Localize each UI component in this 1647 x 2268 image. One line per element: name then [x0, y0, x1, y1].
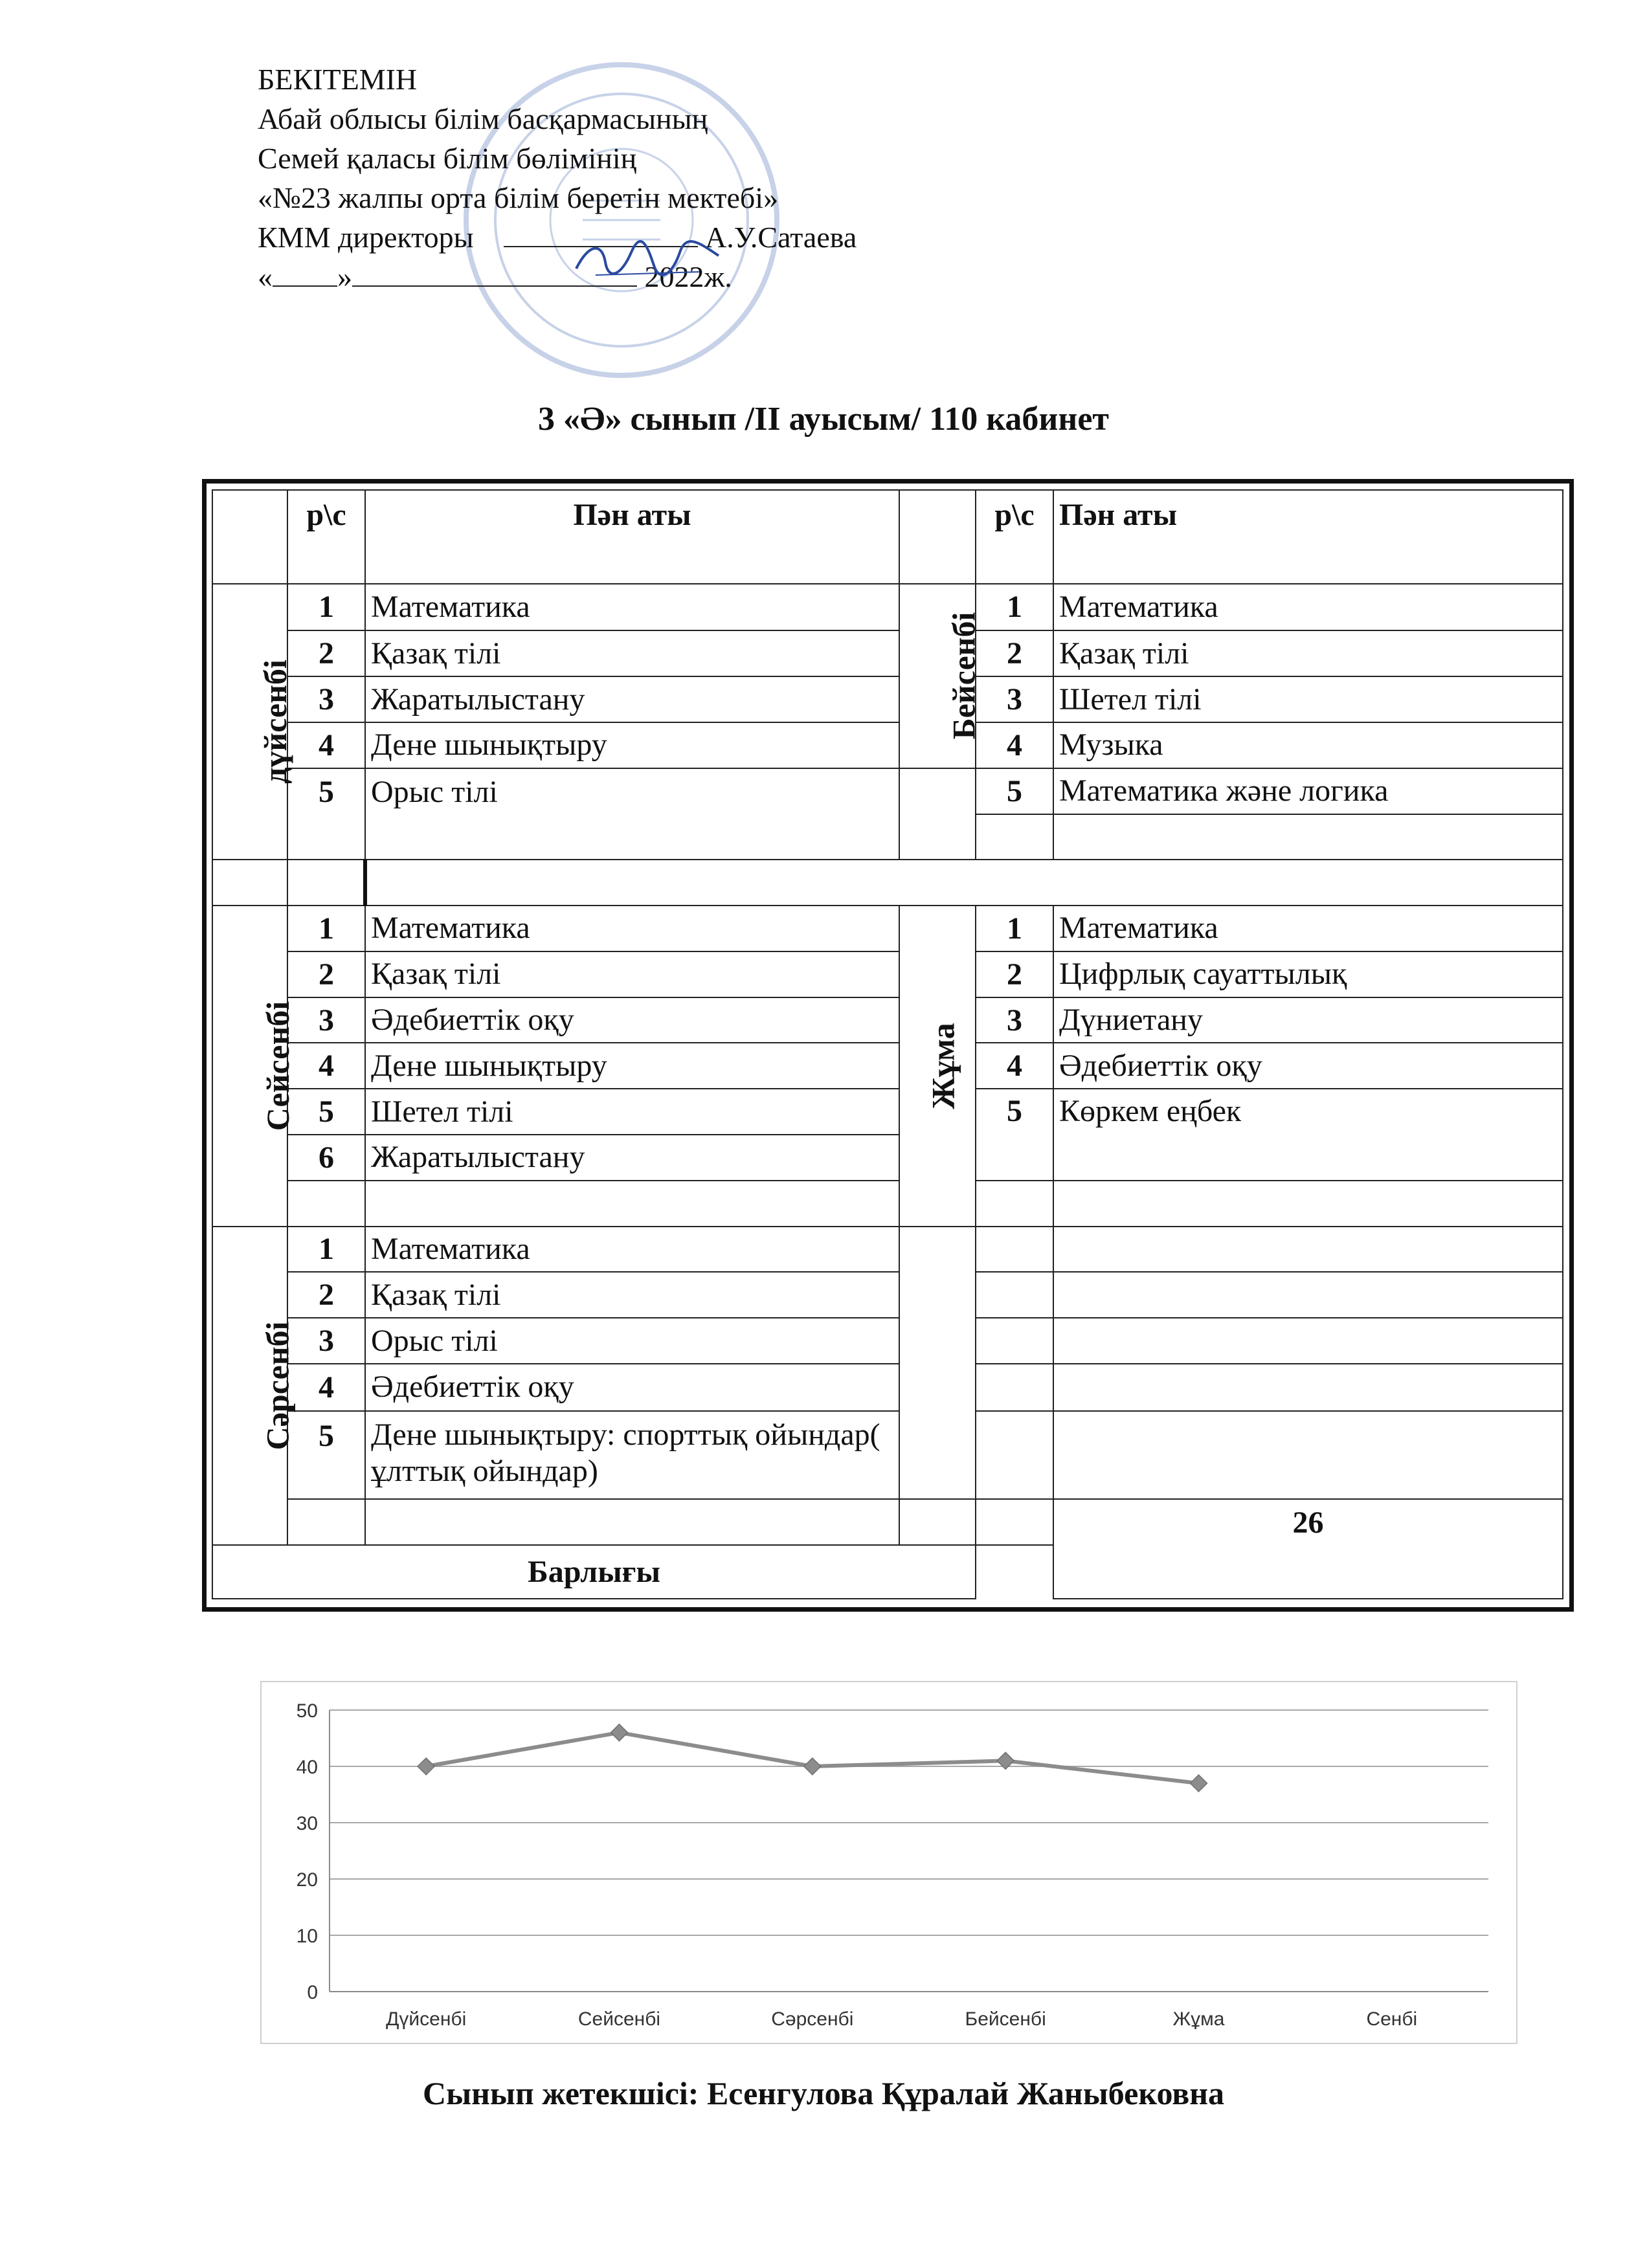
lesson-num: 4: [287, 722, 365, 768]
approval-heading: БЕКІТЕМІН: [258, 63, 418, 96]
empty-cell: [1053, 1318, 1563, 1364]
empty-cell: [899, 768, 976, 860]
y-tick-label: 30: [296, 1813, 318, 1834]
lesson-num: 4: [976, 722, 1053, 768]
lesson-num: 1: [287, 1227, 365, 1273]
total-label: Барлығы: [212, 1545, 976, 1599]
data-point-marker: [804, 1758, 821, 1775]
approval-dept-line: Семей қаласы білім бөлімінің: [258, 142, 637, 175]
director-title: КММ директоры: [258, 221, 474, 254]
empty-cell: [976, 1499, 1053, 1545]
empty-cell: [899, 1227, 976, 1500]
empty-cell: [976, 1411, 1053, 1500]
empty-cell: [365, 1499, 899, 1545]
header-day-cell-right: [899, 490, 976, 584]
approval-org-line: Абай облысы білім басқармасының: [258, 102, 708, 135]
empty-cell: [899, 1499, 976, 1545]
lesson-subject: Қазақ тілі: [365, 1272, 899, 1318]
lesson-subject: Математика және логика: [1053, 768, 1563, 814]
table-row: [212, 676, 1563, 722]
chart-x-tick-labels: [386, 2008, 1417, 2030]
table-row: [212, 584, 1563, 631]
table-header-row: [212, 490, 1563, 584]
empty-cell: [976, 1181, 1053, 1227]
lesson-num: 1: [976, 584, 1053, 631]
total-hours-value: 26: [1053, 1499, 1563, 1599]
empty-cell: [287, 860, 365, 906]
table-row: [212, 1411, 1563, 1500]
x-tick-label: Дүйсенбі: [386, 2008, 467, 2030]
y-tick-label: 10: [296, 1926, 318, 1947]
empty-cell: [1053, 1181, 1563, 1227]
empty-cell: [976, 814, 1053, 860]
table-row: [212, 1272, 1563, 1318]
lesson-num: 5: [287, 1089, 365, 1135]
day-label-monday: дүйсенбі: [212, 584, 287, 860]
lesson-num: 5: [976, 1089, 1053, 1181]
table-row: [212, 1364, 1563, 1411]
empty-cell: [1053, 1272, 1563, 1318]
x-tick-label: Сейсенбі: [577, 2008, 661, 2030]
lesson-subject: Әдебиеттік оқу: [1053, 1043, 1563, 1089]
date-year: 2022ж.: [644, 260, 732, 293]
empty-cell: [287, 1181, 365, 1227]
lesson-subject: Дене шынықтыру: спорттық ойындар( ұлттық ойындар): [365, 1411, 899, 1500]
table-row: [212, 1089, 1563, 1135]
date-close-quote: »: [337, 260, 352, 293]
chart-y-tick-labels: [297, 1700, 318, 2003]
x-tick-label: Жұма: [1172, 2008, 1225, 2030]
lesson-num: 3: [287, 676, 365, 722]
lesson-num: 4: [287, 1043, 365, 1089]
lesson-num: 2: [287, 1272, 365, 1318]
lesson-num: 3: [287, 1318, 365, 1364]
lesson-subject: Шетел тілі: [365, 1089, 899, 1135]
lesson-num: 4: [976, 1043, 1053, 1089]
data-point-marker: [1191, 1775, 1207, 1792]
table-row: [212, 951, 1563, 997]
approval-date-line: [258, 257, 857, 296]
y-tick-label: 0: [307, 1982, 318, 2003]
header-num-left: р\с: [287, 490, 365, 584]
lesson-subject: Математика: [1053, 906, 1563, 951]
lesson-num: 1: [287, 584, 365, 631]
y-tick-label: 50: [296, 1700, 318, 1722]
weekly-load-line-chart: [260, 1681, 1518, 2044]
table-row: [212, 906, 1563, 951]
table-row: [212, 1499, 1563, 1545]
date-day-blank: [273, 260, 337, 287]
lesson-num: 1: [287, 906, 365, 951]
chart-series: [418, 1724, 1207, 1792]
day-label-thursday: Бейсенбі: [899, 584, 976, 768]
table-row: [212, 1227, 1563, 1273]
lesson-subject: Көркем еңбек: [1053, 1089, 1563, 1181]
lesson-num: 5: [287, 768, 365, 860]
empty-cell: [976, 1272, 1053, 1318]
header-num-right: р\с: [976, 490, 1053, 584]
data-point-marker: [611, 1724, 628, 1741]
table-row: [212, 1318, 1563, 1364]
table-row: [212, 1043, 1563, 1089]
y-tick-label: 40: [296, 1757, 318, 1778]
empty-cell: [1053, 1227, 1563, 1273]
lesson-subject: Қазақ тілі: [1053, 630, 1563, 676]
lesson-subject: Цифрлық сауаттылық: [1053, 951, 1563, 997]
lesson-num: 2: [287, 951, 365, 997]
lesson-subject: Математика: [365, 1227, 899, 1273]
empty-cell: [976, 1364, 1053, 1411]
empty-cell: [212, 860, 287, 906]
lesson-subject: Математика: [365, 584, 899, 631]
lesson-subject: Шетел тілі: [1053, 676, 1563, 722]
day-label-tuesday: Сейсенбі: [212, 906, 287, 1226]
timetable: [212, 489, 1563, 1599]
lesson-subject: Әдебиеттік оқу: [365, 1364, 899, 1411]
empty-cell: [976, 1318, 1053, 1364]
header-subject-left: Пән аты: [365, 490, 899, 584]
director-name: А.У.Сатаева: [705, 221, 857, 254]
page-title: 3 «Ә» сынып /ІІ ауысым/ 110 кабинет: [538, 401, 1109, 438]
table-row: [212, 630, 1563, 676]
lesson-subject: Дене шынықтыру: [365, 1043, 899, 1089]
approval-director-line: [258, 217, 857, 257]
table-row: [212, 997, 1563, 1043]
lesson-num: 2: [976, 951, 1053, 997]
data-point-marker: [418, 1758, 434, 1775]
lesson-subject: Қазақ тілі: [365, 630, 899, 676]
lesson-num: 3: [976, 997, 1053, 1043]
empty-cell: [1053, 1364, 1563, 1411]
table-row: [212, 1181, 1563, 1227]
lesson-subject: Математика: [1053, 584, 1563, 631]
empty-cell: [1053, 1411, 1563, 1500]
x-tick-label: Сенбі: [1366, 2008, 1418, 2030]
lesson-num: 3: [976, 676, 1053, 722]
day-label-wednesday: Сәрсенбі: [212, 1227, 287, 1545]
lesson-subject: Математика: [365, 906, 899, 951]
lesson-num: 2: [976, 630, 1053, 676]
empty-cell: [365, 860, 1563, 906]
lesson-subject: Әдебиеттік оқу: [365, 997, 899, 1043]
table-row: [212, 722, 1563, 768]
table-row: [212, 768, 1563, 814]
lesson-num: 1: [976, 906, 1053, 951]
empty-cell: [365, 1181, 899, 1227]
lesson-num: 4: [287, 1364, 365, 1411]
x-tick-label: Бейсенбі: [965, 2008, 1046, 2030]
approval-block: [258, 60, 857, 296]
header-day-cell: [212, 490, 287, 584]
x-tick-label: Сәрсенбі: [771, 2008, 854, 2030]
empty-cell: [976, 1227, 1053, 1273]
date-open-quote: «: [258, 260, 273, 293]
lesson-subject: Жаратылыстану: [365, 1135, 899, 1181]
header-subject-right: Пән аты: [1053, 490, 1563, 584]
class-teacher-line: Сынып жетекшісі: Есенгулова Құралай Жаныбековна: [422, 2075, 1225, 2111]
lesson-num: 6: [287, 1135, 365, 1181]
director-signature: [570, 236, 725, 282]
lesson-subject: Дүниетану: [1053, 997, 1563, 1043]
lesson-subject: Жаратылыстану: [365, 676, 899, 722]
empty-cell: [1053, 814, 1563, 860]
approval-school-line: «№23 жалпы орта білім беретін мектебі»: [258, 181, 779, 214]
day-label-friday: Жұма: [899, 906, 976, 1226]
lesson-num: 3: [287, 997, 365, 1043]
lesson-subject: Дене шынықтыру: [365, 722, 899, 768]
lesson-subject: Орыс тілі: [365, 1318, 899, 1364]
lesson-num: 2: [287, 630, 365, 676]
lesson-subject: Орыс тілі: [365, 768, 899, 860]
lesson-num: 5: [976, 768, 1053, 814]
lesson-subject: Музыка: [1053, 722, 1563, 768]
y-tick-label: 20: [296, 1869, 318, 1891]
lesson-num: 5: [287, 1411, 365, 1500]
empty-cell: [287, 1499, 365, 1545]
separator-row: [212, 860, 1563, 906]
lesson-subject: Қазақ тілі: [365, 951, 899, 997]
